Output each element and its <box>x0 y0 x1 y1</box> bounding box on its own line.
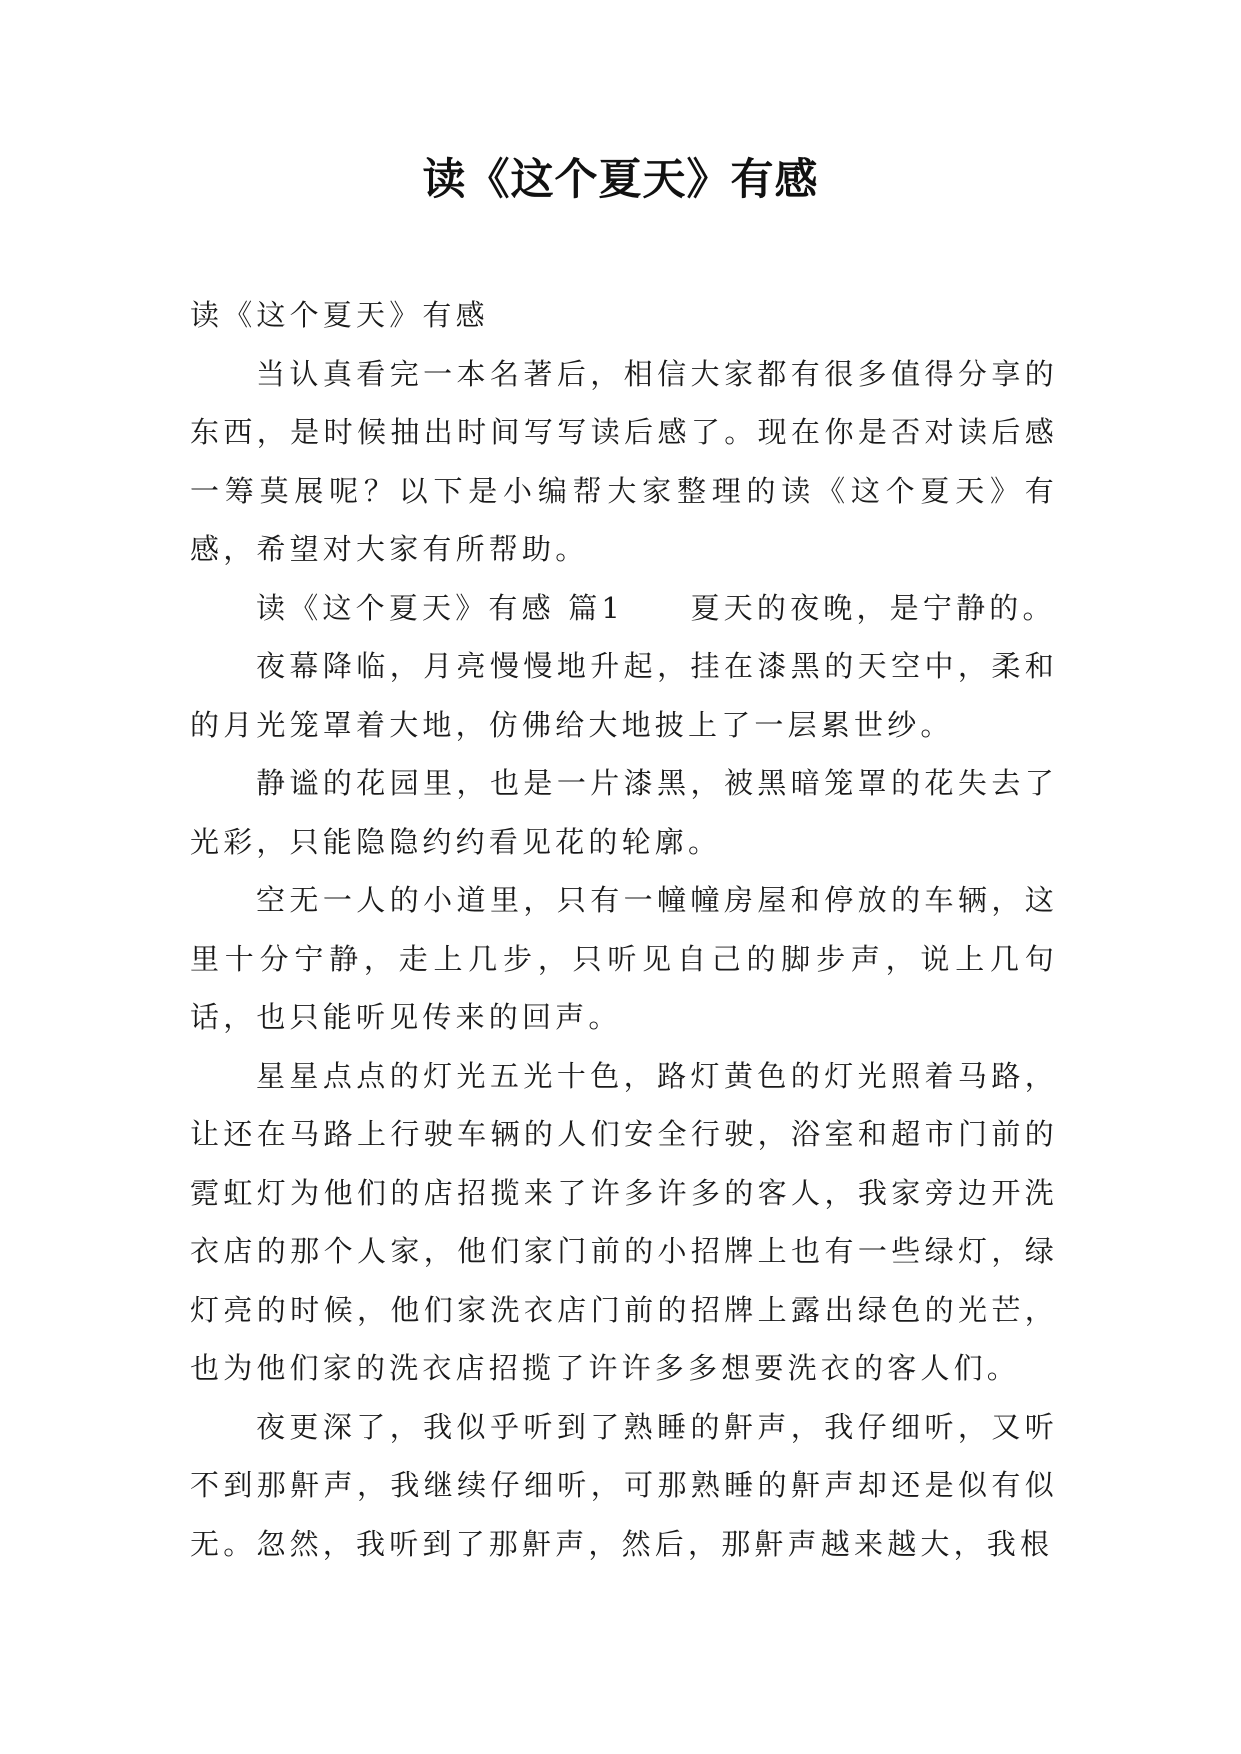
document-body <box>190 286 1058 1573</box>
paragraph-alley: 空无一人的小道里，只有一幢幢房屋和停放的车辆，这里十分宁静，走上几步，只听见自己的脚步声，说上几句话，也只能听见传来的回声。 <box>190 883 1058 1034</box>
paragraph-intro: 当认真看完一本名著后，相信大家都有很多值得分享的东西，是时候抽出时间写写读后感了。现在你是否对读后感一筹莫展呢？以下是小编帮大家整理的读《这个夏天》有感，希望对大家有所帮助。 <box>190 356 1058 566</box>
paragraph-section-1-start: 读《这个夏天》有感 篇1 夏天的夜晚，是宁静的。 <box>256 590 1056 625</box>
paragraph-lights: 星星点点的灯光五光十色，路灯黄色的灯光照着马路，让还在马路上行驶车辆的人们安全行驶，浴室和超市门前的霓虹灯为他们的店招揽来了许多许多的客人，我家旁边开洗衣店的那个人家，他们家门前的小招牌上也有一些绿灯，绿灯亮的时候，他们家洗衣店门前的招牌上露出绿色的光芒，也为他们家的洗衣店招揽了许许多多想要洗衣的客人们。 <box>190 1058 1058 1385</box>
paragraph-heading-repeat: 读《这个夏天》有感 <box>190 298 489 332</box>
paragraph-moonlight: 夜幕降临，月亮慢慢地升起，挂在漆黑的天空中，柔和的月光笼罩着大地，仿佛给大地披上了一层累世纱。 <box>190 649 1058 742</box>
paragraph-snoring: 夜更深了，我似乎听到了熟睡的鼾声，我仔细听，又听不到那鼾声，我继续仔细听，可那熟睡的鼾声却还是似有似无。忽然，我听到了那鼾声，然后，那鼾声越来越大，我根 <box>190 1409 1058 1561</box>
paragraph-garden: 静谧的花园里，也是一片漆黑，被黑暗笼罩的花失去了光彩，只能隐隐约约看见花的轮廓。 <box>190 766 1058 859</box>
document-title: 读《这个夏天》有感 <box>422 155 819 205</box>
